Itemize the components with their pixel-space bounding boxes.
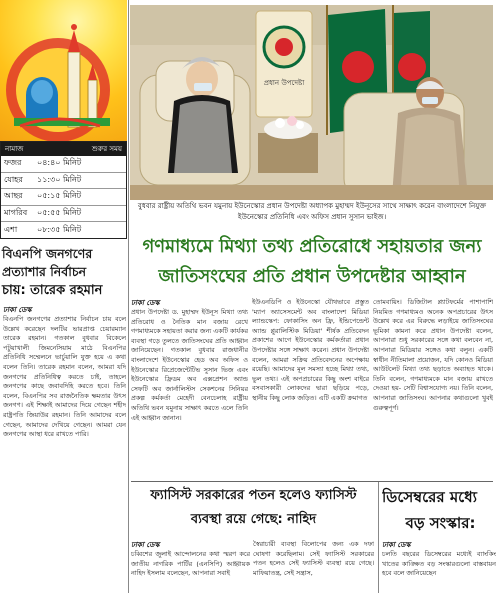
bottom-1-dateline: ঢাকা ডেস্ক bbox=[131, 541, 160, 549]
masthead-logo bbox=[0, 0, 127, 141]
bottom-2-headline-line-2: বড় সংস্কার: bbox=[405, 514, 476, 532]
prayer-row bbox=[1, 156, 126, 173]
prayer-time: ০৫:৫৫ মিনিট bbox=[37, 208, 82, 218]
bottom-2-text: চলতি বছরের ডিসেম্বরের মধ্যেই ব্যাংকিং খাতের কাঙ্ক্ষিত বড় সংস্কারগুলো বাস্তবায়ন হবে বলে জানিয়েছেন bbox=[382, 550, 496, 578]
bottom-1-text: চব্বিশের জুলাই আন্দোলনের কথা স্মরণ করে জাতীয় নাগরিক পার্টির (এনসিপি) আহ্বায়ক নাহিদ ইসলাম বলেছেন, আপনারা সবাই bbox=[131, 550, 250, 578]
main-story-column-2 bbox=[252, 298, 369, 480]
prayer-row bbox=[1, 222, 126, 239]
left-headline-line-1: বিএনপি জনগণের bbox=[2, 246, 93, 261]
prayer-name: আছর bbox=[4, 191, 23, 201]
main-headline-line-1: গণমাধ্যমে মিথ্যা তথ্য প্রতিরোধে সহায়তার জন্য bbox=[142, 236, 482, 257]
prayer-times-table bbox=[0, 141, 127, 239]
main-story-dateline: ঢাকা ডেস্ক bbox=[131, 299, 160, 307]
left-headline-line-2: প্রত্যাশার নির্বাচন bbox=[2, 264, 87, 279]
photo-flag-label: প্রধান উপদেষ্টা bbox=[263, 79, 305, 87]
mosque-logo-icon bbox=[0, 0, 127, 141]
main-story-headline[interactable] bbox=[131, 232, 493, 296]
prayer-header-label: নামাজ bbox=[5, 145, 24, 153]
prayer-time: ০৪:৪০ মিনিট bbox=[37, 158, 82, 168]
main-story-column-1 bbox=[131, 298, 248, 480]
prayer-name: মাগরিব bbox=[4, 208, 28, 218]
main-story-column-3 bbox=[373, 298, 493, 480]
bottom-1-headline-line-1: ফ্যাসিস্ট সরকারের পতন হলেও ফ্যাসিস্ট bbox=[150, 488, 357, 503]
bottom-story-2-column-1 bbox=[382, 540, 496, 593]
prayer-times-header bbox=[1, 142, 126, 156]
prayer-name: যোহর bbox=[4, 174, 23, 184]
prayer-name: ফজর bbox=[4, 158, 22, 168]
bottom-story-2-headline[interactable] bbox=[382, 484, 499, 538]
column-divider bbox=[128, 0, 129, 593]
bottom-story-1-column-2 bbox=[253, 540, 374, 593]
left-headline-line-3: চায়: তারেক রহমান bbox=[2, 283, 103, 298]
bottom-2-headline-line-1: ডিসেম্বরের মধ্যে bbox=[382, 488, 477, 506]
prayer-row bbox=[1, 173, 126, 190]
left-story-headline[interactable] bbox=[0, 243, 127, 305]
prayer-row bbox=[1, 206, 126, 223]
bottom-story-1-column-1 bbox=[131, 540, 250, 593]
main-story-text: তোমবায়িং। ডিজিটাল প্ল্যাটফর্মের পাশাপাশি নিয়মিত গণমাধ্যমও অনেক অপপ্রচারের উৎস উল্লেখ করে এর বিরুদ্ধে লড়াইয়ে জাতিসংঘের ভূমিকা কামনা করে প্রধান উপদেষ্টা বলেন, আপনারা শুধু সরকারের সঙ্গে কথা বলবেন না, আপনারা মিডিয়ার সঙ্গেও কথা বলুন। একটি স্বাধীন নীতিমালা প্রয়োজন, যদি কোনও মিডিয়া আউটলেট মিথ্যা তথ্য ছড়াতে অব্যাহত থাকে। তিনি বলেন, গণমাধ্যমকে মান বজায় রাখতে দেওয়া হয়- সেটি বিশ্বাসযোগ্য নয়। তিনি বলেন, আপনারা জাতিসংঘ। আপনার কথাগুলো খুবই গুরুত্বপূর্ণ। bbox=[373, 298, 493, 412]
left-story-body bbox=[3, 305, 126, 593]
meeting-photo-illustration bbox=[130, 5, 493, 200]
bottom-1-text: স্বৈরাচারী ব্যবস্থা বিলোপের জন্য এক দফা ঘোষণা করেছিলাম। সেই ফ্যাসিস্ট সরকারের পতন হলেও সেই ফ্যাসিস্ট ব্যবস্থা রয়ে গেছে। মাফিয়াতন্ত্র, সেই সন্ত্রাস, bbox=[253, 540, 374, 577]
news-photo[interactable] bbox=[130, 5, 493, 200]
prayer-row bbox=[1, 189, 126, 206]
main-story-text: ইউএনডিপি ও ইউনেস্কো যৌথভাবে প্রস্তুত 'ম্যাপ অ্যাসেসমেন্ট অব বাংলাদেশ মিডিয়া ল্যান্ডস্কেপ: ফোকাসিং অন ফ্রি, ইন্ডিপেন্ডেন্ট অ্যান্ড প্লুরালিস্টিক মিডিয়া' শীর্ষক প্রতিবেদন প্রকাশের আগে ইউনেস্কোর কর্মকর্তারা প্রধান উপদেষ্টার সঙ্গে সাক্ষাৎ করেন। প্রধান উপদেষ্টা বলেন, আমরা সক্রিয় প্রতিবেদনের অপেক্ষায় রয়েছি। আমাদের মূল সমস্যা হচ্ছে মিথ্যা তথ্য, ভুল তথ্য। এই অপপ্রচারের কিছু অংশ বাইরে বসবাসকারী লোকদের দ্বারা ছড়িয়ে পড়ে, স্থানীয় কিছু লোক জড়িত। এটি একটি ক্রমাগত bbox=[252, 298, 369, 402]
left-story-text: বিএনপি জনগণের প্রত্যাশার নির্বাচন চায় বলে উল্লেখ করেছেন দলটির ভারপ্রাপ্ত চেয়ারম্যান তারেক রহমান। গতকাল বুধবার বিকেলে পটুয়াখালী জিমনেসিয়াম মাঠে বিএনপির প্রতিনিধি সম্মেলনে ভার্চুয়ালি যুক্ত হয়ে এ কথা বলেন তিনি। তারেক রহমান বলেন, আমরা যদি জনগণের প্রতিনিধিত্ব করতে চাই, তাহলে জনগণের কাছে জবাবদিহি করতে হবে। তিনি বলেন, বিএনপির সব রাজনৈতিক ক্ষমতার উৎস জনগণ। এই শিক্ষাই আমাদের দিয়ে গেছেন শহীদ রাষ্ট্রপতি জিয়াউর রহমান। তিনি আমাদের বলে গেছেন, আমাদের দেখিয়ে গেছেন। আমরা যেন জনগণের আস্থা ধরে রাখতে পারি। bbox=[3, 315, 126, 439]
prayer-header-time-label: শুরুর সময় bbox=[91, 145, 122, 153]
photo-caption: বুধবার রাষ্ট্রীয় অতিথি ভবন যমুনায় ইউনেস্কোর প্রধান উপদেষ্টা অধ্যাপক মুহাম্মদ ইউনূসের সাথে সাক্ষাৎ করেন বাংলাদেশে নিযুক্ত ইউনেস্কোর প্রতিনিধি এবং অফিস প্রধান সুসান ভাইজ। bbox=[137, 202, 487, 221]
column-divider bbox=[378, 482, 379, 593]
section-rule bbox=[131, 481, 493, 482]
bottom-story-1-headline[interactable] bbox=[131, 484, 376, 538]
main-headline-line-2: জাতিসংঘের প্রতি প্রধান উপদেষ্টার আহ্বান bbox=[158, 266, 466, 287]
bottom-2-dateline: ঢাকা ডেস্ক bbox=[382, 541, 411, 549]
bottom-1-headline-line-2: ব্যবস্থা রয়ে গেছে: নাহিদ bbox=[190, 512, 317, 527]
prayer-time: ০৫:১৫ মিনিট bbox=[37, 191, 82, 201]
main-story-text: প্রধান উপদেষ্টা ড. মুহাম্মদ ইউনূস মিথ্যা তথ্য প্রতিরোধ ও নৈতিক মান বজায় রেখে গণমাধ্যমকে সহায়তা করার জন্য একটি কার্যকর ব্যবস্থা গড়ে তুলতে জাতিসংঘের প্রতি আহ্বান জানিয়েছেন। গতকাল বুধবার রাজধানীর বাংলাদেশে ইউনেস্কোর হেড অব অফিস ও ইউনেস্কোর রিপ্রেজেন্টেটিভ সুসান ভিজ এবং ইউনেস্কোর ফ্রিডম অব এক্সপ্রেশন অ্যান্ড সেফটি অব জার্নালিস্টস সেকশনের সিনিয়র প্রকল্প কর্মকর্তা মেহেদী বেনচেলাহ রাষ্ট্রীয় অতিথি ভবন যমুনায় সাক্ষাৎ করতে এলে তিনি এই আহ্বান জানান। bbox=[131, 308, 248, 422]
prayer-time: ০৮:৩৫ মিনিট bbox=[37, 225, 82, 235]
prayer-time: ১১:৩০ মিনিট bbox=[37, 174, 82, 184]
prayer-name: এশা bbox=[4, 225, 18, 235]
left-story-dateline: ঢাকা ডেস্ক bbox=[3, 306, 32, 314]
